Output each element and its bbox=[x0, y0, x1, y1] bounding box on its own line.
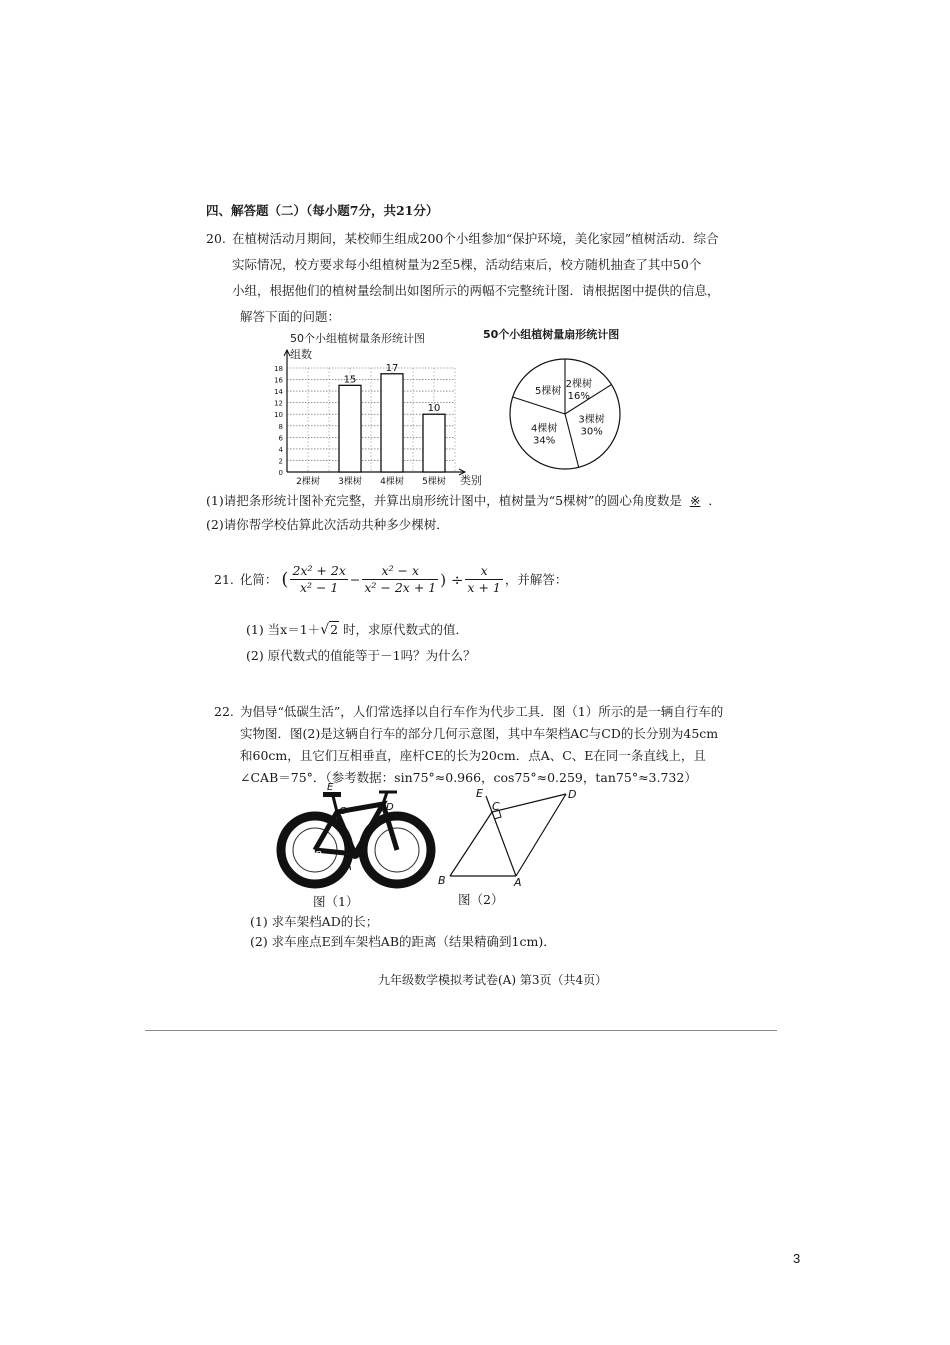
page-number: 3 bbox=[793, 1251, 801, 1266]
pie-slice-label: 5棵树 bbox=[535, 385, 562, 397]
q21-fraction-3-numerator: x bbox=[465, 563, 502, 580]
bar-chart-ytick-label: 12 bbox=[274, 399, 283, 408]
bar-chart-ytick-label: 8 bbox=[278, 422, 283, 431]
bar-chart-ytick-label: 2 bbox=[278, 457, 283, 466]
bar-category-label: 2棵树 bbox=[296, 477, 320, 487]
pie-slice-value: 16% bbox=[567, 390, 590, 402]
q20-sub1-blank: ※ bbox=[689, 493, 701, 508]
bar-chart-ytick-label: 0 bbox=[278, 469, 283, 477]
q22-line3: 和60cm，且它们互相垂直，座杆CE的长为20cm．点A、C、E在同一条直线上，且 bbox=[240, 748, 706, 763]
bar-chart bbox=[250, 322, 500, 494]
q20-line4: 解答下面的问题： bbox=[240, 309, 341, 324]
point-a-label: A bbox=[345, 862, 352, 873]
q22-sub2: (2) 求车座点E到车架档AB的距离（结果精确到1cm)． bbox=[250, 934, 556, 949]
bar-data-label: 10 bbox=[427, 403, 441, 415]
q20-sub1-post: ． bbox=[708, 493, 721, 508]
bar-category-label: 3棵树 bbox=[338, 477, 362, 487]
q21-radicand: 2 bbox=[330, 622, 339, 637]
q21-fraction-1 bbox=[290, 563, 347, 596]
fig2-point-c-label: C bbox=[492, 800, 500, 813]
bicycle-figure bbox=[275, 782, 440, 892]
q22-line2: 实物图．图(2)是这辆自行车的部分几何示意图，其中车架档AC与CD的长分别为45cm bbox=[240, 726, 719, 741]
segment-ae bbox=[486, 796, 516, 876]
q20-line2: 实际情况，校方要求每小组植树量为2至5棵，活动结束后，校方随机抽查了其中50个 bbox=[232, 257, 702, 272]
q21-fraction-1-denominator: x² − 1 bbox=[299, 580, 339, 595]
bar-chart-ytick-label: 14 bbox=[274, 388, 283, 397]
q21-minus: − bbox=[349, 571, 361, 587]
bar-chart-title: 50个小组植树量条形统计图 bbox=[290, 332, 425, 345]
point-d-label: D bbox=[386, 802, 394, 813]
pie-slice-value: 30% bbox=[580, 426, 603, 438]
bar-chart-ytick-label: 4 bbox=[278, 445, 283, 454]
bar-category-label: 4棵树 bbox=[380, 477, 404, 487]
pie-slice-label: 2棵树 bbox=[565, 378, 592, 390]
q20-number: 20. bbox=[206, 231, 226, 246]
q21-fraction-3 bbox=[465, 563, 502, 596]
fig2-point-a-label: A bbox=[514, 876, 522, 889]
q20-line1: 在植树活动月期间，某校师生组成200个小组参加“保护环境，美化家园”植树活动．综合 bbox=[232, 231, 719, 246]
q21-fraction-2-numerator: x² − x bbox=[362, 563, 438, 580]
point-c-label: C bbox=[339, 806, 346, 817]
bar-chart-xlabel: 类别 bbox=[460, 474, 482, 487]
q21-close-divide: ) ÷ bbox=[440, 570, 464, 589]
bar-chart-ytick-label: 6 bbox=[278, 434, 283, 443]
q21-open-paren: ( bbox=[281, 568, 289, 590]
pie-chart bbox=[475, 322, 650, 472]
figure-2-caption: 图（2） bbox=[458, 892, 504, 907]
bar-data-label: 17 bbox=[385, 362, 399, 374]
q20-line3: 小组，根据他们的植树量绘制出如图所示的两幅不完整统计图．请根据图中提供的信息， bbox=[232, 283, 720, 298]
geometry-figure bbox=[430, 782, 590, 892]
q21-fraction-2-denominator: x² − 2x + 1 bbox=[364, 580, 437, 595]
q21-number: 21. bbox=[214, 571, 234, 587]
pie-slice-label: 3棵树 bbox=[578, 414, 605, 426]
q21-sub1-post: 时，求原代数式的值． bbox=[343, 622, 469, 637]
q21-fraction-1-numerator: 2x² + 2x bbox=[292, 563, 346, 578]
q20-sub1 bbox=[206, 493, 721, 509]
seat-post bbox=[333, 796, 337, 812]
bar-chart-ylabel: 组数 bbox=[290, 348, 312, 361]
bar-chart-ytick-label: 10 bbox=[274, 411, 283, 420]
sqrt-icon: √ bbox=[320, 622, 330, 638]
q22-number: 22. bbox=[214, 704, 234, 719]
q20-sub2: (2)请你帮学校估算此次活动共种多少棵树． bbox=[206, 517, 449, 532]
fig2-point-d-label: D bbox=[568, 788, 577, 801]
q21-sub1 bbox=[246, 622, 468, 638]
segment-bc bbox=[450, 812, 492, 876]
bar-3 bbox=[381, 374, 403, 472]
page-footer: 九年级数学模拟考试卷(A) 第3页（共4页） bbox=[378, 973, 608, 987]
q21-tail: ，并解答： bbox=[504, 571, 568, 587]
q21-fraction-3-denominator: x + 1 bbox=[467, 580, 501, 595]
pie-slice-label: 4棵树 bbox=[530, 423, 558, 435]
q21-fraction-2 bbox=[362, 563, 438, 596]
bottom-divider bbox=[145, 1030, 777, 1031]
q21-expression bbox=[214, 563, 567, 596]
fig2-point-b-label: B bbox=[438, 874, 446, 887]
q21-sub1-text: (1) 当x＝1＋ bbox=[246, 622, 321, 637]
bar-4 bbox=[423, 414, 445, 472]
bar-2 bbox=[339, 385, 361, 472]
bar-chart-ytick-label: 18 bbox=[274, 365, 283, 373]
q21-lead: 化简： bbox=[239, 571, 278, 587]
pie-chart-title: 50个小组植树量扇形统计图 bbox=[483, 328, 620, 341]
fig2-point-e-label: E bbox=[476, 787, 483, 800]
q20-sub1-text: (1)请把条形统计图补充完整，并算出扇形统计图中，植树量为“5棵树”的圆心角度数是 bbox=[206, 493, 682, 508]
point-b-label: B bbox=[315, 850, 322, 861]
figure-1-caption: 图（1） bbox=[313, 894, 359, 909]
section-title: 四、解答题（二）（每小题7分，共21分） bbox=[206, 203, 439, 218]
point-e-label: E bbox=[327, 782, 334, 793]
bar-chart-ytick-label: 16 bbox=[274, 376, 283, 385]
bar-category-label: 5棵树 bbox=[422, 477, 446, 487]
q21-sub2: (2) 原代数式的值能等于－1吗？为什么？ bbox=[246, 648, 476, 663]
q22-sub1: (1) 求车架档AD的长； bbox=[250, 914, 379, 929]
crank bbox=[350, 849, 360, 859]
q22-line1: 为倡导“低碳生活”，人们常选择以自行车作为代步工具．图（1）所示的是一辆自行车的 bbox=[240, 704, 724, 719]
segment-ad bbox=[516, 794, 566, 876]
segment-cd bbox=[492, 794, 566, 812]
pie-slice-value: 34% bbox=[533, 435, 556, 447]
q22-line4: ∠CAB＝75°．（参考数据：sin75°≈0.966，cos75°≈0.259，tan75°≈3.732） bbox=[240, 770, 697, 785]
bar-data-label: 15 bbox=[343, 374, 357, 386]
